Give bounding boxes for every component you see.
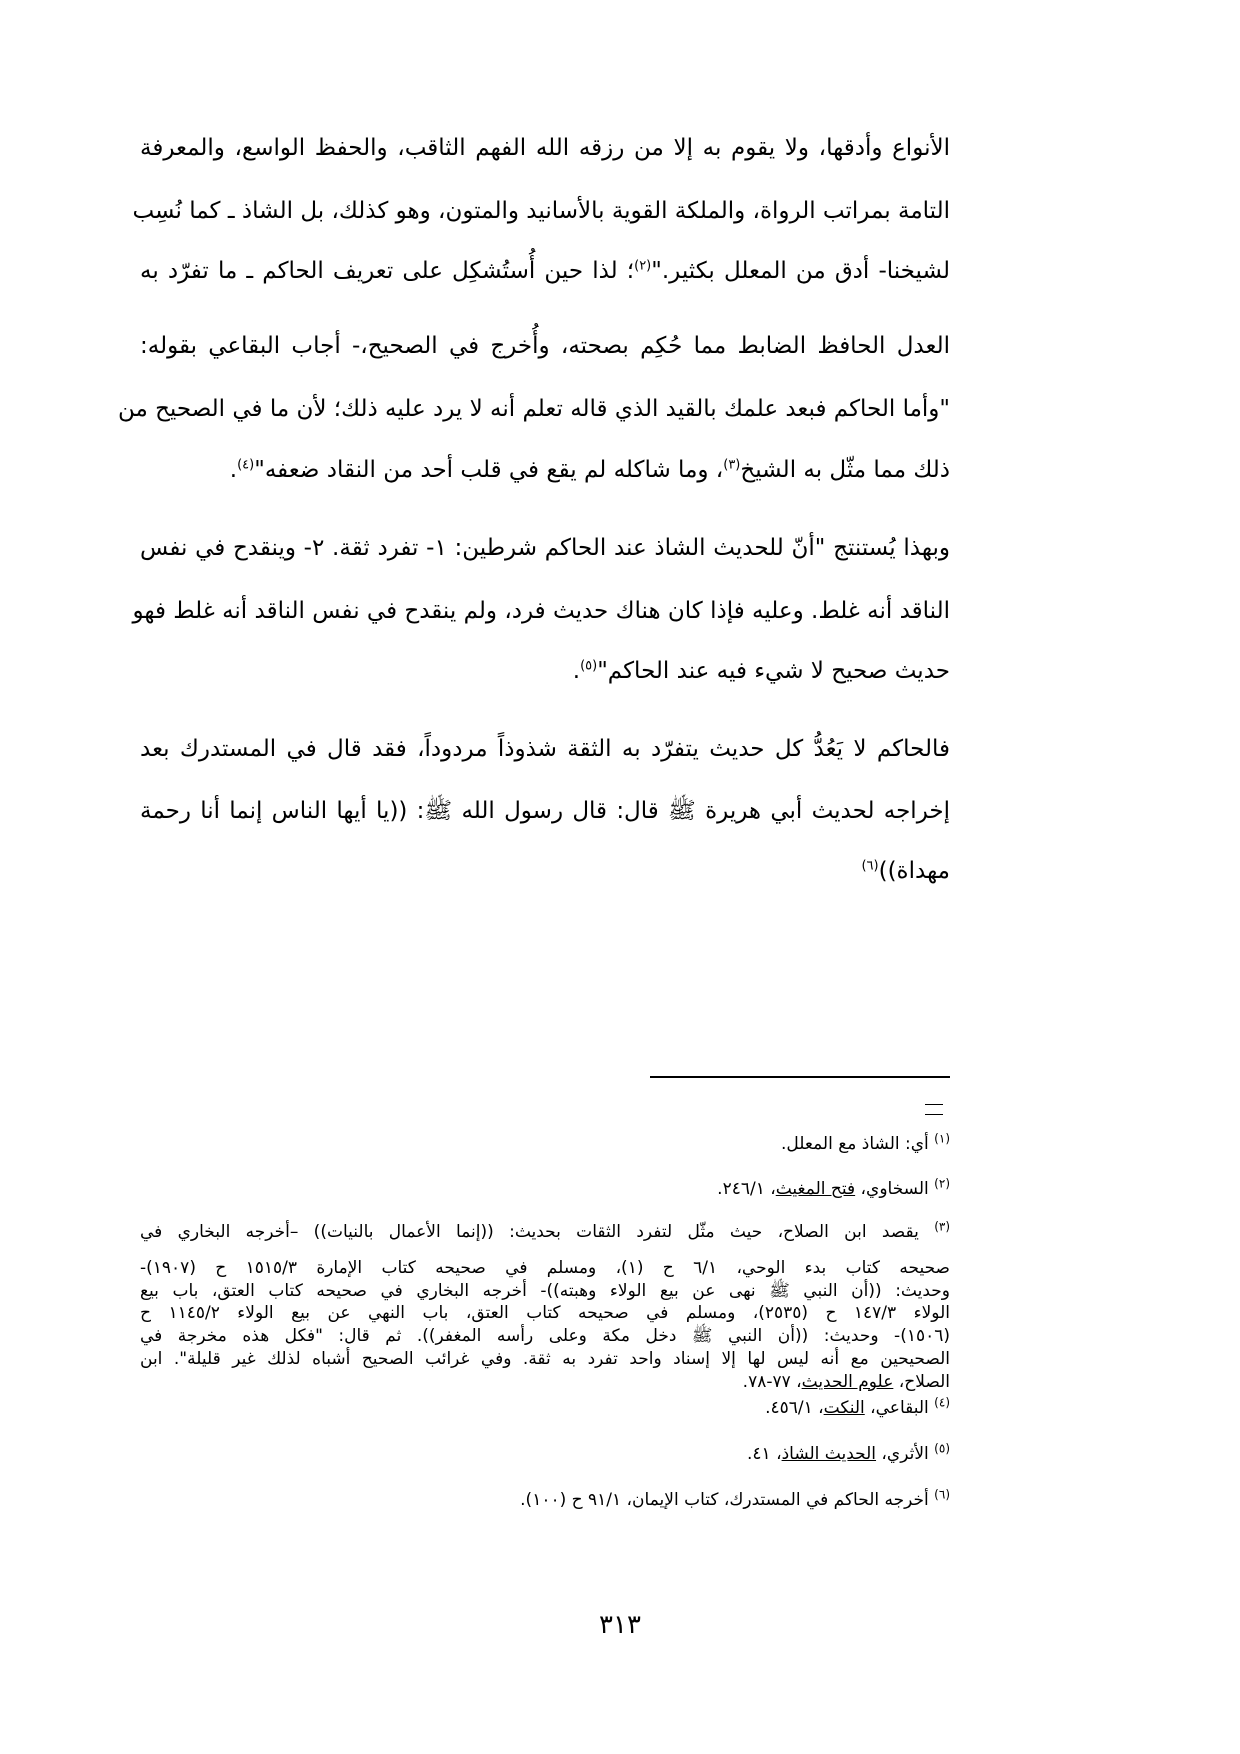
- body-line-10: فالحاكم لا يَعُدُّ كل حديث يتفرّد به الثقة شذوذاً مردوداً، فقد قال في المستدرك بعد: [140, 736, 950, 762]
- body-line-6-rest: ، وما شاكله لم يقع في قلب أحد من النقاد ضعفه": [254, 457, 724, 483]
- footnote-3-line-4: الولاء ١٤٧/٣ ح (٢٥٣٥)، ومسلم في صحيحه كتاب العتق، باب النهي عن بيع الولاء ١١٤٥/٢ ح: [140, 1303, 950, 1323]
- footnote-4-post: ، ٤٥٦/١.: [765, 1398, 824, 1418]
- body-line-7: وبهذا يُستنتج "أنّ للحديث الشاذ عند الحاكم شرطين: ١- تفرد ثقة. ٢- وينقدح في نفس: [140, 535, 950, 561]
- page-number: ٣١٣: [599, 1610, 641, 1640]
- footnote-5-number: (٥): [934, 1441, 950, 1456]
- footnote-4-pre: البقاعي،: [864, 1398, 929, 1418]
- footnote-ref-5[interactable]: (٥): [580, 658, 598, 674]
- body-line-6: [140, 457, 950, 485]
- body-line-6-end: .: [229, 457, 238, 483]
- body-line-8: الناقد أنه غلط. وعليه فإذا كان هناك حديث فرد، ولم ينقدح في نفس الناقد أنه غلط فهو: [132, 598, 950, 624]
- body-line-4: العدل الحافظ الضابط مما حُكِم بصحته، وأُخرج في الصحيح،- أجاب البقاعي بقوله:: [140, 333, 950, 359]
- footnote-2-title: فتح المغيث: [775, 1179, 856, 1199]
- footnote-2-number: (٢): [934, 1176, 950, 1191]
- footnote-1-number: (١): [934, 1131, 950, 1146]
- footnote-5-pre: الأثري،: [876, 1444, 929, 1464]
- footnote-3-text-1: يقصد ابن الصلاح، حيث مثّل لتفرد الثقات بحديث: ((إنما الأعمال بالنيات)) –أخرجه البخاري في: [140, 1222, 919, 1242]
- footnote-ref-2[interactable]: (٢): [634, 258, 652, 274]
- footnote-5: [140, 1441, 950, 1464]
- body-line-1: الأنواع وأدقها، ولا يقوم به إلا من رزقه الله الفهم الثاقب، والحفظ الواسع، والمعرفة: [140, 135, 950, 161]
- body-line-11: إخراجه لحديث أبي هريرة ﷺ قال: قال رسول الله ﷺ: ((يا أيها الناس إنما أنا رحمة: [140, 798, 950, 824]
- body-line-3: [140, 258, 950, 286]
- footnote-4-title: النكت: [823, 1398, 865, 1418]
- footnote-2: [140, 1176, 950, 1199]
- footnote-3-line-5: (١٥٠٦)- وحديث: ((أن النبي ﷺ دخل مكة وعلى رأسه المغفر)). ثم قال: "فكل هذه مخرجة في: [140, 1326, 950, 1346]
- footnote-1-text: أي: الشاذ مع المعلل.: [780, 1134, 929, 1154]
- footnote-6: [140, 1487, 950, 1510]
- footnote-3-last-pre: الصلاح،: [893, 1372, 950, 1392]
- footnote-3-line-3: وحديث: ((أن النبي ﷺ نهى عن بيع الولاء وهبته))- أخرجه البخاري في صحيحه كتاب العتق، باب بيع: [140, 1281, 950, 1301]
- footnote-3-line-1: [140, 1219, 951, 1242]
- footnote-4-number: (٤): [934, 1395, 950, 1410]
- footnote-3-line-6: الصحيحين مع أنه ليس لها إلا إسناد واحد تفرد به ثقة. وفي غرائب الصحيح أشباه لذلك غير قليلة". ابن: [140, 1349, 950, 1369]
- footnote-2-post: ، ٢٤٦/١.: [717, 1179, 776, 1199]
- body-line-5: "وأما الحاكم فبعد علمك بالقيد الذي قاله تعلم أنه لا يرد عليه ذلك؛ لأن ما في الصحيح من: [117, 396, 950, 422]
- footnote-ref-3[interactable]: (٣): [723, 457, 741, 473]
- body-line-12-text: مهداة)): [878, 858, 950, 884]
- footnote-3-last-post: ، ٧٧-٧٨.: [742, 1372, 802, 1392]
- body-line-6-text: ذلك مما مثّل به الشيخ: [740, 457, 950, 483]
- body-line-9: [140, 658, 950, 686]
- footnote-5-post: ، ٤١.: [747, 1444, 782, 1464]
- footnote-1: [140, 1131, 950, 1154]
- footnote-6-number: (٦): [934, 1487, 950, 1502]
- body-line-12: [140, 858, 950, 886]
- footnote-3-line-2: صحيحه كتاب بدء الوحي، ٦/١ ح (١)، ومسلم في صحيحه كتاب الإمارة ١٥١٥/٣ ح (١٩٠٧)-: [140, 1258, 950, 1278]
- footnote-4: [140, 1395, 950, 1418]
- body-line-9-end: .: [572, 658, 581, 684]
- footnote-continue-mark: [925, 1104, 943, 1115]
- footnote-separator: [650, 1076, 950, 1078]
- footnote-3-number: (٣): [934, 1219, 951, 1234]
- footnote-5-title: الحديث الشاذ: [781, 1444, 877, 1464]
- body-line-2: التامة بمراتب الرواة، والملكة القوية بالأسانيد والمتون، وهو كذلك، بل الشاذ ـ كما نُسِب: [132, 198, 950, 224]
- body-line-3-rest: ؛ لذا حين أُستُشكِل على تعريف الحاكم ـ ما تفرّد به: [140, 258, 635, 284]
- footnote-2-pre: السخاوي،: [855, 1179, 929, 1199]
- footnote-3-line-7: [140, 1372, 950, 1392]
- body-line-9-text: حديث صحيح لا شيء فيه عند الحاكم": [597, 658, 950, 684]
- footnote-ref-4[interactable]: (٤): [237, 457, 255, 473]
- body-line-3-text: لشيخنا- أدق من المعلل بكثير.": [651, 258, 950, 284]
- footnote-6-text: أخرجه الحاكم في المستدرك، كتاب الإيمان، ٩١/١ ح (١٠٠).: [520, 1490, 929, 1510]
- footnote-3-title: علوم الحديث: [801, 1372, 894, 1392]
- footnote-ref-6[interactable]: (٦): [861, 858, 879, 874]
